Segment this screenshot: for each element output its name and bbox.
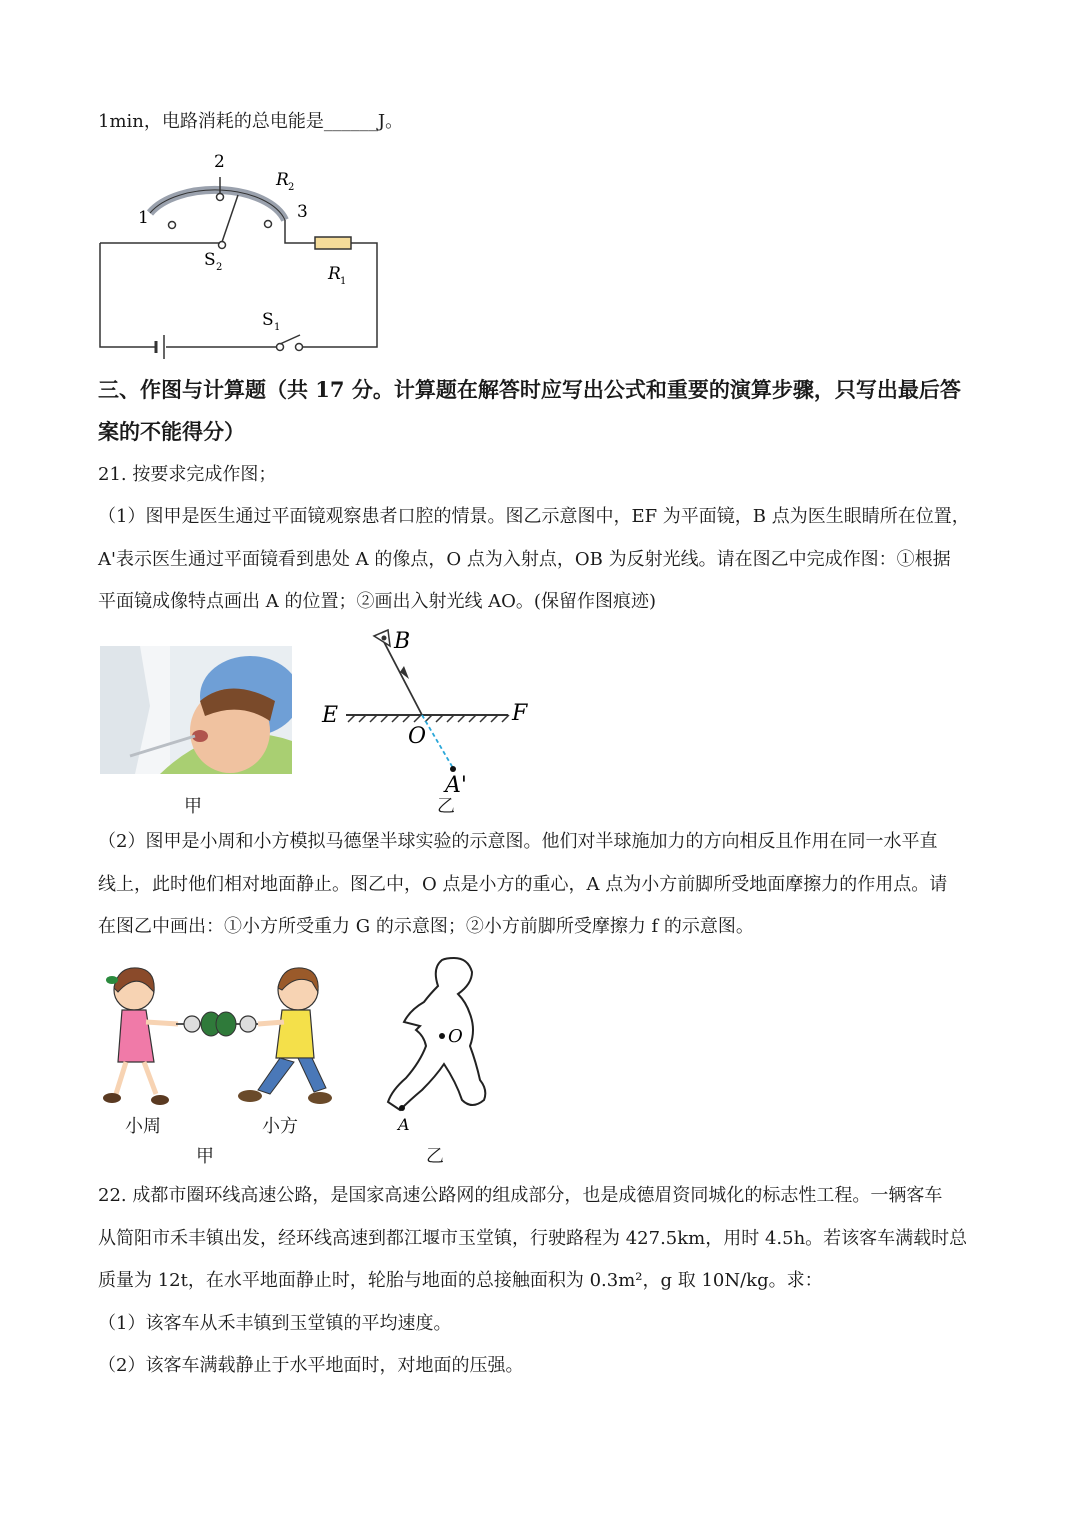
label-a-outline: A — [398, 1115, 410, 1134]
girl-xiaozhou — [103, 968, 178, 1105]
terminal-1 — [169, 222, 176, 229]
ring-left — [184, 1016, 200, 1032]
q21-p1-line1: （1）图甲是医生通过平面镜观察患者口腔的情景。图乙示意图中，EF 为平面镜，B 点为医生眼睛所在位置， — [98, 506, 970, 527]
switch-s1-blade — [280, 335, 300, 344]
label-r2: R — [276, 170, 289, 190]
wire-r2-r1 — [285, 220, 315, 243]
circuit-diagram — [90, 145, 390, 365]
label-s1: S — [262, 310, 274, 330]
label-s1-sub: 1 — [274, 322, 281, 333]
q21-p1-line2: A'表示医生通过平面镜看到患处 A 的像点，O 点为入射点，OB 为反射光线。请在图乙中完成作图：①根据 — [98, 549, 951, 570]
point-o — [439, 1033, 445, 1039]
label-r1: R — [328, 264, 341, 284]
q22-line2: 从简阳市禾丰镇出发，经环线高速到都江堰市玉堂镇，行驶路程为 427.5km，用时 4.5h。若该客车满载时总 — [98, 1228, 968, 1249]
q22-sub2: （2）该客车满载静止于水平地面时，对地面的压强。 — [98, 1355, 524, 1376]
label-o: O — [408, 724, 427, 749]
q21-p2-line3: 在图乙中画出：①小方所受重力 G 的示意图；②小方前脚所受摩擦力 f 的示意图。 — [98, 916, 754, 937]
label-e: E — [322, 703, 339, 728]
label-f: F — [512, 701, 528, 726]
switch-s1-left-contact — [277, 344, 284, 351]
section-3-heading-line1: 三、作图与计算题（共 17 分。计算题在解答时应写出公式和重要的演算步骤，只写出最后答 — [98, 377, 961, 402]
figure-outline — [388, 958, 485, 1110]
point-a-prime — [450, 766, 456, 772]
q21-p2-line1: （2）图甲是小周和小方模拟马德堡半球实验的示意图。他们对半球施加力的方向相反且作用在同一水平直 — [98, 831, 938, 852]
terminal-3 — [265, 221, 272, 228]
switch-s2-blade — [222, 195, 238, 242]
q21-p1-line3: 平面镜成像特点画出 A 的位置；②画出入射光线 AO。(保留作图痕迹) — [98, 591, 656, 612]
resistor-r1 — [315, 237, 351, 249]
label-o-outline: O — [448, 1026, 463, 1047]
label-a-prime: A' — [445, 773, 467, 798]
q22-line1: 22. 成都市圈环线高速公路，是国家高速公路网的组成部分，也是成德眉资同城化的标志性工程。一辆客车 — [98, 1185, 943, 1206]
section-3-heading-line2: 案的不能得分） — [98, 419, 245, 444]
mirror-ray-diagram — [318, 622, 538, 812]
label-1: 1 — [138, 208, 149, 228]
body-outline-diagram — [380, 950, 500, 1135]
q21-p2-line2: 线上，此时他们相对地面静止。图乙中，O 点是小方的重心，A 点为小方前脚所受地面摩擦力的作用点。请 — [98, 874, 948, 895]
name-xiaozhou: 小周 — [125, 1116, 161, 1137]
label-3: 3 — [297, 202, 308, 222]
label-r2-sub: 2 — [288, 182, 295, 193]
fig1-caption-jia: 甲 — [184, 796, 202, 817]
label-s2: S — [204, 250, 216, 270]
magdeburg-cartoon — [98, 962, 334, 1114]
label-s2-sub: 2 — [216, 262, 223, 273]
name-xiaofang: 小方 — [262, 1116, 298, 1137]
fig1-caption-yi: 乙 — [437, 796, 455, 817]
dentist-photo — [100, 646, 292, 774]
hemisphere-right — [216, 1012, 236, 1036]
label-2: 2 — [214, 152, 225, 172]
q21-title: 21. 按要求完成作图； — [98, 464, 277, 485]
wire-left — [100, 243, 156, 347]
label-b: B — [394, 629, 411, 654]
fig2-caption-yi: 乙 — [426, 1146, 444, 1167]
mirror-hatching — [348, 715, 509, 722]
wire-right — [302, 243, 377, 347]
virtual-ray-oa-prime — [422, 715, 453, 768]
terminal-2 — [217, 194, 224, 201]
point-a — [399, 1105, 405, 1111]
question-20-tail: 1min，电路消耗的总电能是______J。 — [98, 111, 404, 132]
q22-sub1: （1）该客车从禾丰镇到玉堂镇的平均速度。 — [98, 1313, 452, 1334]
boy-xiaofang — [238, 968, 332, 1104]
label-r1-sub: 1 — [340, 276, 347, 287]
fig2-caption-jia: 甲 — [196, 1146, 214, 1167]
ring-right — [240, 1016, 256, 1032]
switch-s1-right-contact — [296, 344, 303, 351]
q22-line3: 质量为 12t，在水平地面静止时，轮胎与地面的总接触面积为 0.3m²，g 取 10N/kg。求： — [98, 1270, 823, 1291]
